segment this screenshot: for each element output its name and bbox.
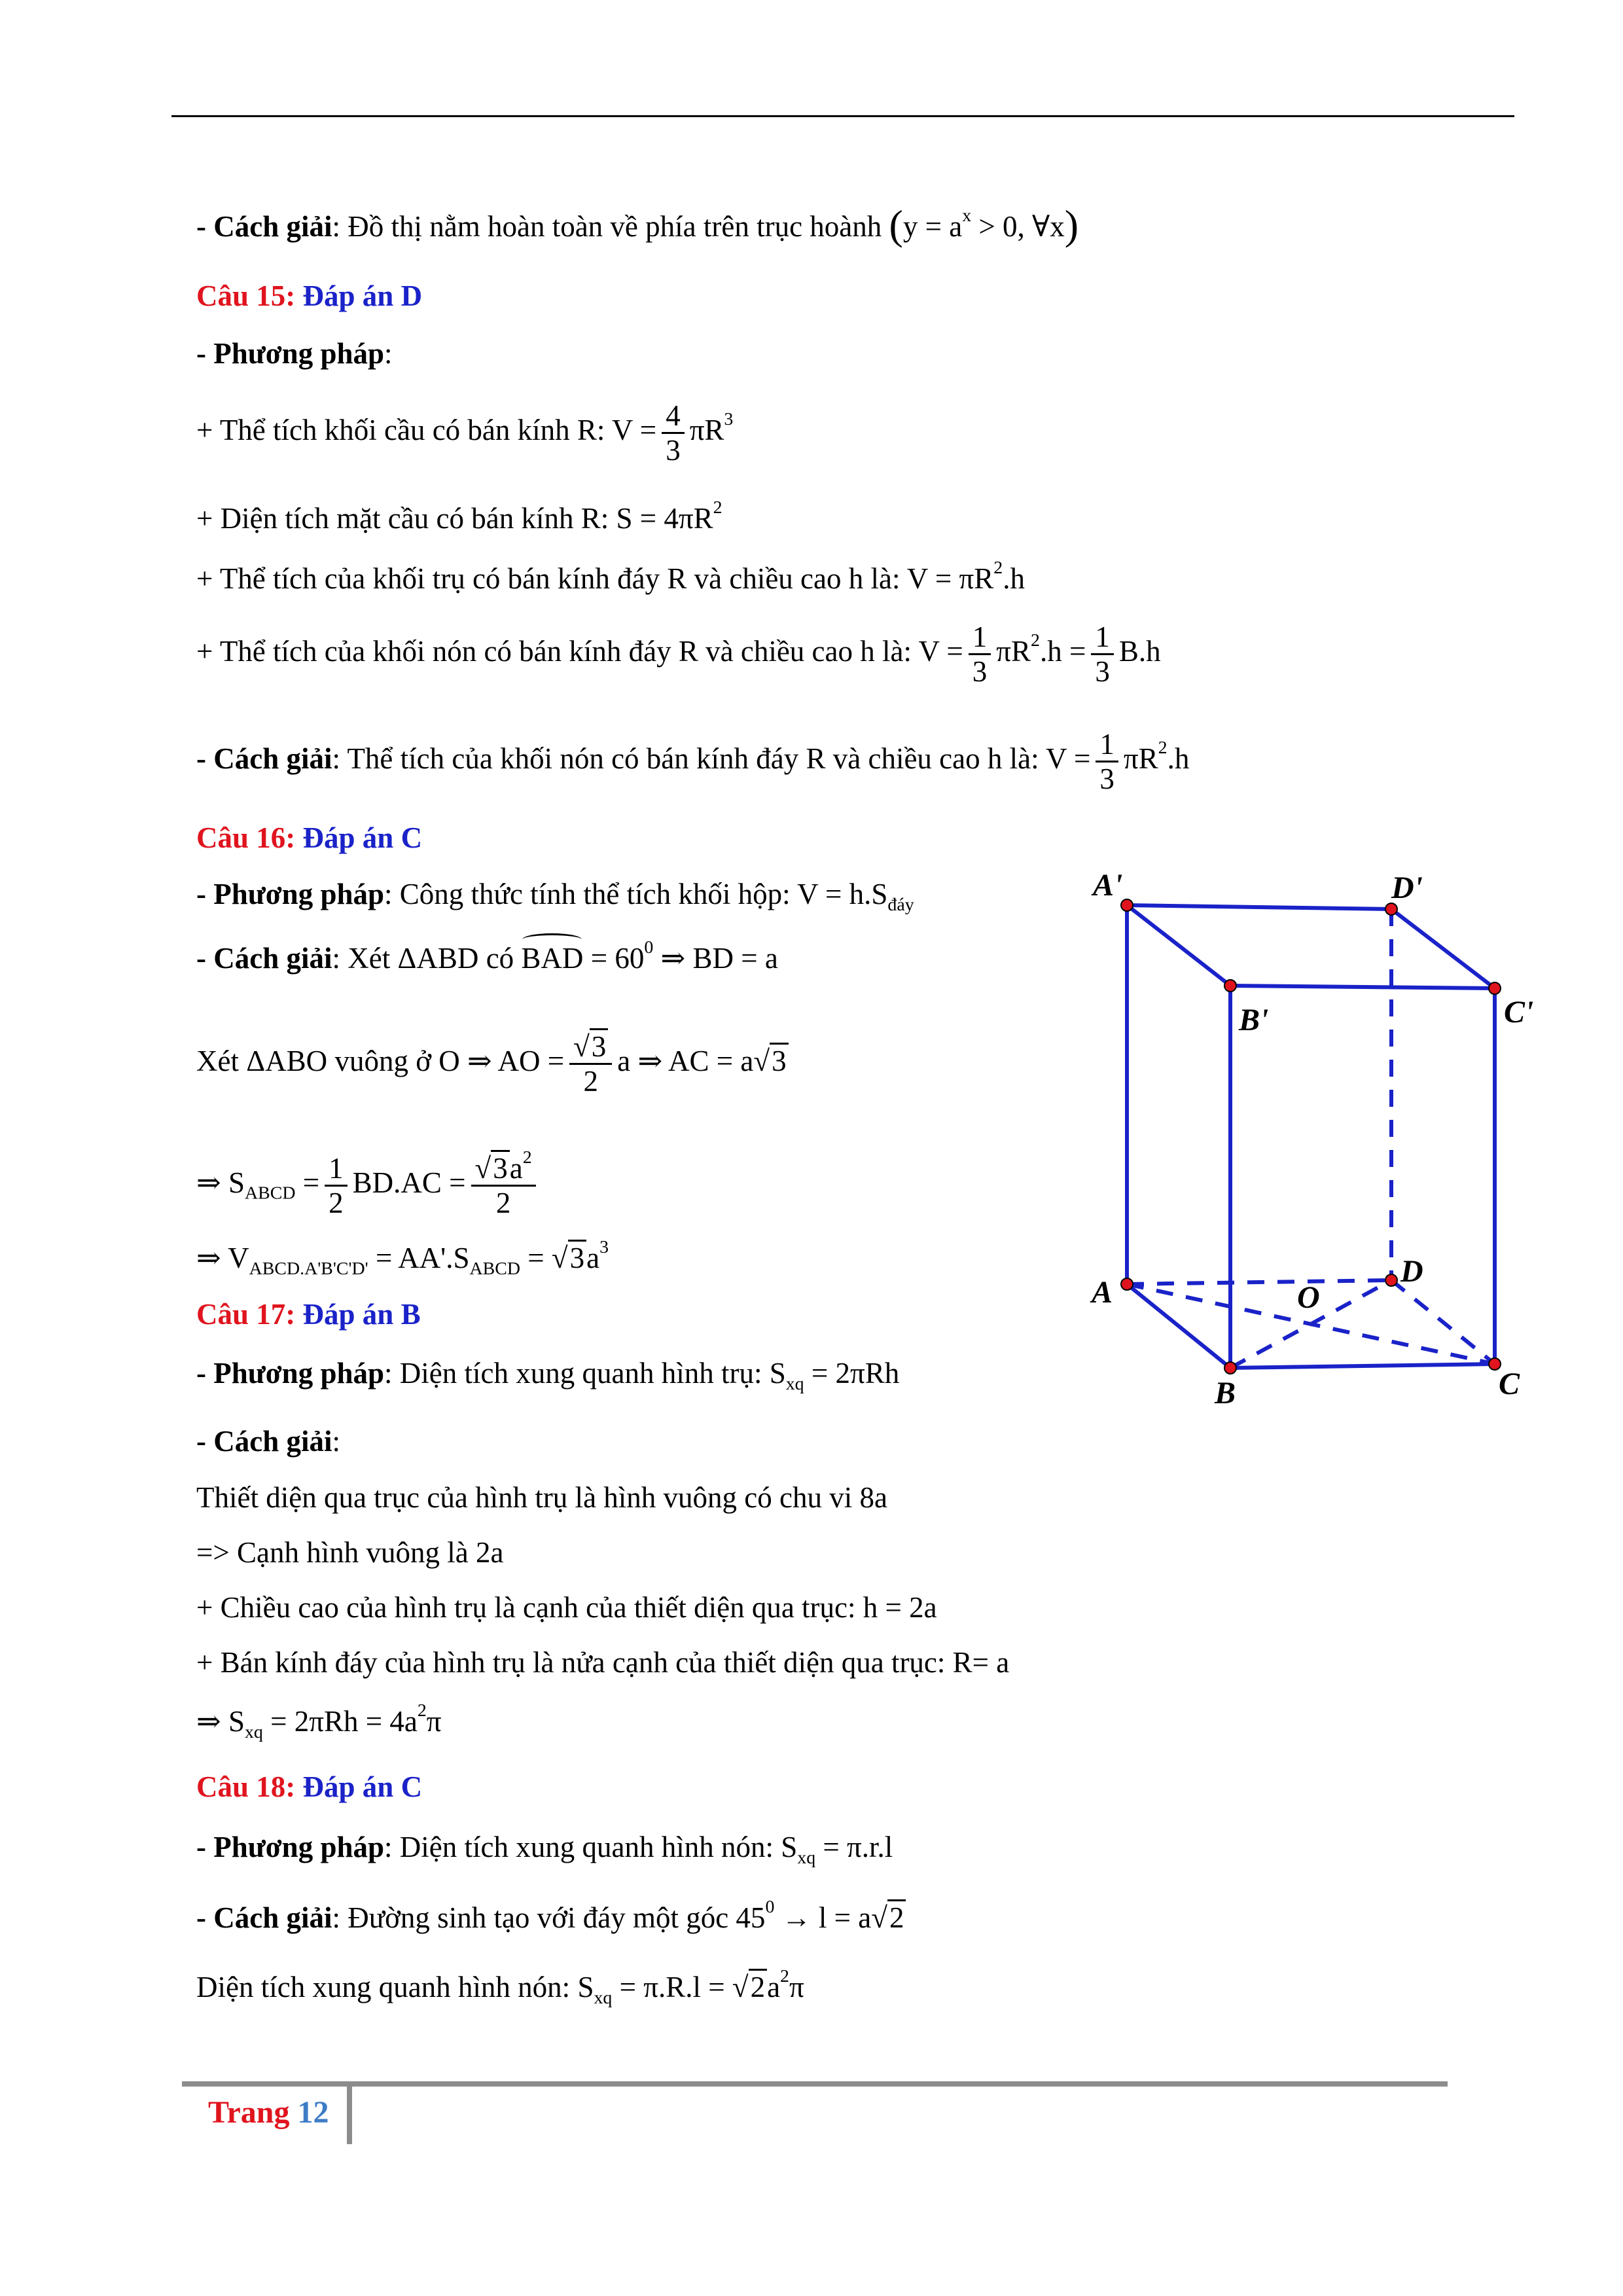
q17-line-2: => Cạnh hình vuông là 2a: [196, 1536, 504, 1569]
line-cach-giai-1: - Cách giải: Đồ thị nằm hoàn toàn về phía trên trục hoành ($y = a^x > 0$, ∀x): [196, 202, 1079, 248]
edge-a-d-hidden: [1127, 1280, 1391, 1284]
label-c1: C': [1504, 995, 1534, 1030]
edge-d-c-hidden: [1391, 1280, 1495, 1364]
q18-solution: - Cách giải: Đường sinh tạo với đáy một góc $45^0 \to l = a√2$: [196, 1899, 906, 1936]
vertex-c1: [1489, 982, 1501, 994]
q16-line-volume: ⇒ $V_{ABCD.A'B'C'D'} = AA'.S_{ABCD} = √3a^3$: [196, 1237, 609, 1279]
label-b: B: [1215, 1376, 1236, 1410]
header-rule: [171, 115, 1514, 117]
vertex-d: [1385, 1274, 1397, 1286]
label-o: O: [1297, 1280, 1320, 1315]
q17-line-3: + Chiều cao của hình trụ là cạnh của thiết diện qua trục: h = 2a: [196, 1591, 937, 1624]
q18-method: - Phương pháp: Diện tích xung quanh hình nón: $S_{xq} = \pi.r.l$: [196, 1831, 893, 1868]
q15-formula-cylinder: + Thể tích của khối trụ có bán kính đáy R và chiều cao h là: $V = \pi R^2.h$: [196, 558, 1025, 595]
q18-line-2: Diện tích xung quanh hình nón: $S_{xq} = \pi.R.l = √2a^2\pi$: [196, 1966, 804, 2008]
q18-heading: Câu 18: Đáp án C: [196, 1770, 423, 1803]
q15-formula-sphere-volume: + Thể tích khối cầu có bán kính R: V = $\frac{4}{3}$ $\pi R^3$: [196, 399, 734, 467]
label-d: D: [1400, 1254, 1423, 1289]
page-number: 12: [297, 2095, 329, 2130]
label-d1: D': [1391, 870, 1423, 905]
vertex-b1: [1224, 980, 1236, 992]
q17-heading: Câu 17: Đáp án B: [196, 1298, 421, 1331]
q15-heading: Câu 15: Đáp án D: [196, 279, 423, 312]
edge-d1-c1: [1391, 909, 1495, 988]
label-a: A: [1092, 1275, 1113, 1310]
edge-b-c: [1230, 1364, 1495, 1368]
q15-method: - Phương pháp:: [196, 337, 393, 370]
label-a1: A': [1093, 868, 1123, 903]
edge-a-b: [1127, 1284, 1230, 1368]
box-figure: [1073, 857, 1597, 1446]
q16-solution: - Cách giải: Xét ΔABD có BAD = $60^0$ ⇒ BD = a: [196, 940, 778, 977]
q16-line-area: ⇒ $S_{ABCD}$ = $\frac{1}{2}$ BD.AC = $\frac{√3a^2}{2}$: [196, 1152, 541, 1219]
q17-method: - Phương pháp: Diện tích xung quanh hình trụ: $S_{xq} = 2\pi Rh$: [196, 1357, 900, 1394]
q16-heading: Câu 16: Đáp án C: [196, 821, 423, 854]
edge-a1-d1: [1127, 905, 1391, 909]
vertex-a1: [1121, 899, 1133, 911]
q17-line-4: + Bán kính đáy của hình trụ là nửa cạnh của thiết diện qua trục: R= a: [196, 1646, 1010, 1679]
q15-formula-cone: + Thể tích của khối nón có bán kính đáy R và chiều cao h là: V = $\frac{1}{3}$ $\pi R^2.h$ = $\frac{1}{3}$ B.h: [196, 620, 1161, 688]
q17-solution-label: - Cách giải:: [196, 1425, 341, 1458]
page-footer: Trang 12: [208, 2095, 329, 2130]
q15-solution: - Cách giải: Thể tích của khối nón có bán kính đáy R và chiều cao h là: V = $\frac{1}{3}$ $\pi R^2.h$: [196, 728, 1190, 795]
q16-line-abo: Xét ΔABO vuông ở O ⇒ AO = $\frac{√3}{2}$ a ⇒ AC = a√3: [196, 1030, 789, 1098]
q17-line-5: ⇒ $S_{xq} = 2\pi Rh = 4a^2\pi$: [196, 1700, 442, 1742]
footer-rule: [182, 2081, 1448, 2087]
label-c: C: [1499, 1367, 1520, 1401]
label-b1: B': [1239, 1003, 1269, 1037]
edge-a1-b1: [1127, 905, 1230, 986]
vertex-b: [1224, 1362, 1236, 1374]
q17-line-1: Thiết diện qua trục của hình trụ là hình vuông có chu vi 8a: [196, 1481, 887, 1514]
q15-formula-sphere-area: + Diện tích mặt cầu có bán kính R: $S = 4\pi R^2$: [196, 497, 722, 535]
footer-divider: [347, 2087, 352, 2144]
q16-method: - Phương pháp: Công thức tính thể tích khối hộp: $V = h.S_{đáy}$: [196, 878, 914, 915]
edge-b1-c1: [1230, 986, 1495, 988]
vertex-a: [1121, 1278, 1133, 1290]
